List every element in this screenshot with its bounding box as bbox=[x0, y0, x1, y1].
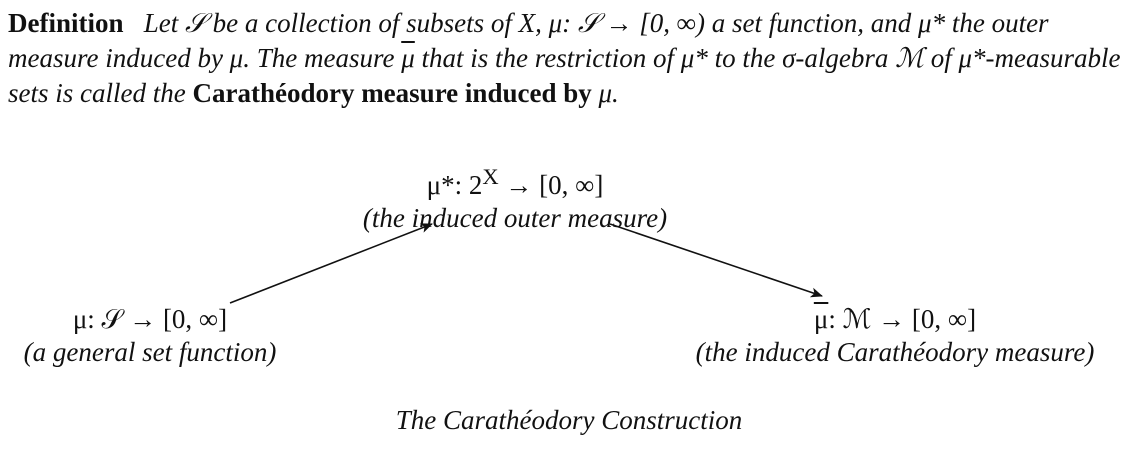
arrow-left-to-top bbox=[230, 224, 432, 303]
outer-measure-caption: (the induced outer measure) bbox=[362, 203, 668, 233]
definition-label: Definition bbox=[8, 8, 124, 38]
caratheodory-measure-caption: (the induced Carathéodory measure) bbox=[695, 337, 1095, 367]
figure-caption: The Carathéodory Construction bbox=[395, 405, 743, 435]
definition-term-end: μ. bbox=[591, 78, 619, 108]
arrow-top-to-right bbox=[610, 224, 822, 296]
set-function-caption: (a general set function) bbox=[23, 337, 277, 367]
definition-sentence-2a: The measure bbox=[256, 43, 402, 73]
definition-term: Carathéodory measure induced by bbox=[192, 78, 592, 108]
definition-sentence-1: Let 𝒮 be a collection of subsets of X, μ: 𝒮 → [0, ∞) a set function, and μ* the outer measure induced by μ. bbox=[8, 8, 1049, 73]
mu-bar-symbol: $\overline{\mu}$ bbox=[401, 43, 415, 73]
set-function-formula: μ: 𝒮 → [0, ∞] bbox=[72, 304, 228, 334]
caratheodory-measure-formula: $\overline{\mu}$: ℳ → [0, ∞] bbox=[813, 304, 977, 334]
definition-sentence-2b: that is the restriction of μ* to the σ-algebra ℳ of μ*-measurable sets is called the bbox=[8, 43, 1121, 108]
outer-measure-formula: μ*: $2^X \to [0$, ∞] bbox=[426, 164, 604, 200]
